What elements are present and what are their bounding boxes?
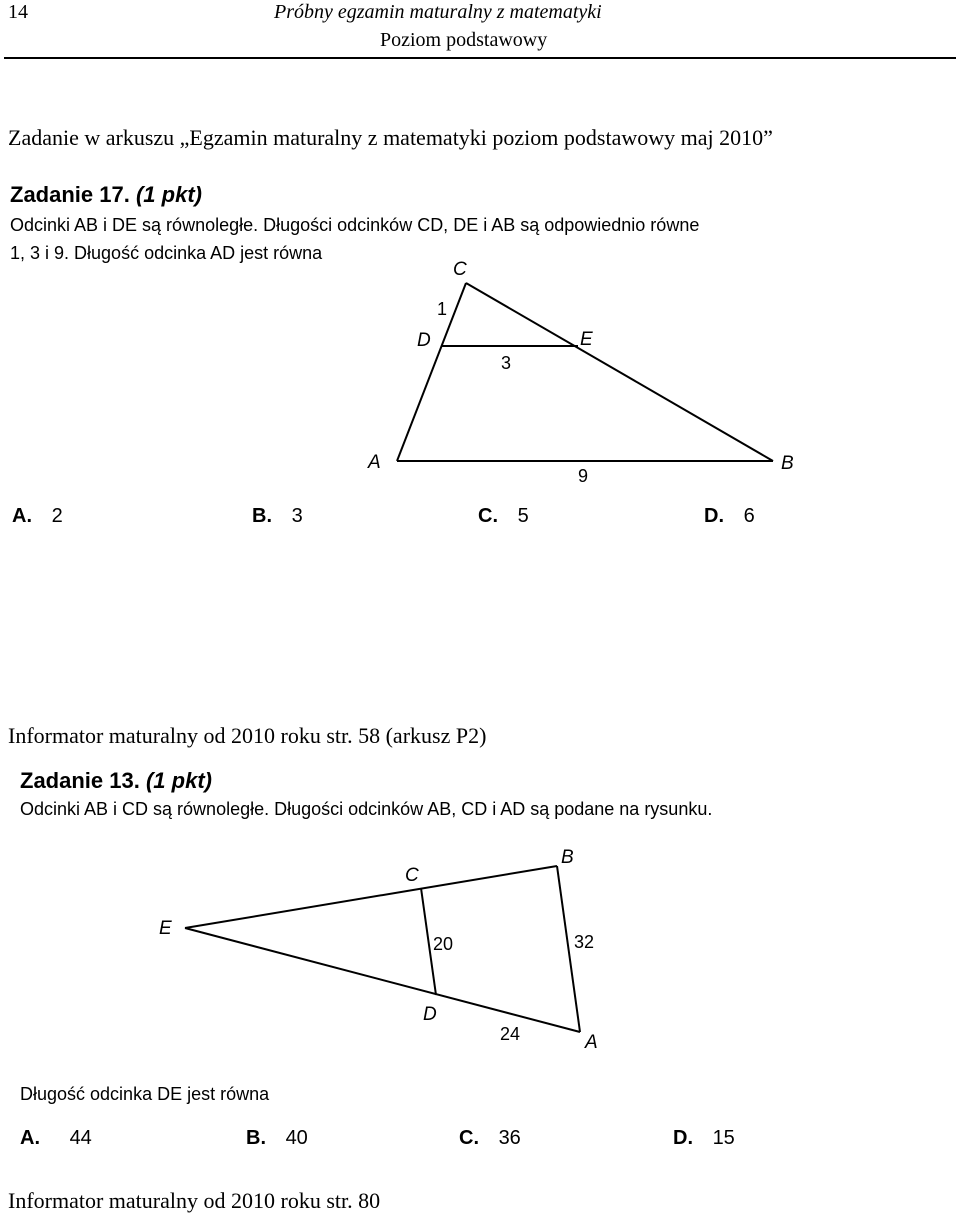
task13-question: Długość odcinka DE jest równa [20, 1084, 270, 1104]
answer-value: 15 [712, 1127, 735, 1149]
vertex-label-B: B [781, 453, 794, 474]
source-note-2: Informator maturalny od 2010 roku str. 80 [8, 1188, 381, 1213]
vertex-label-D: D [417, 330, 431, 351]
segment-EB [185, 866, 557, 928]
segment-EA [185, 928, 580, 1032]
answer-value: 36 [498, 1127, 521, 1149]
answer-letter: D. [704, 505, 724, 527]
answer-letter: B. [246, 1127, 266, 1149]
answer-value: 3 [291, 505, 303, 527]
vertex-label-A: A [368, 452, 381, 473]
task13-answer-b [246, 1127, 308, 1150]
length-label-AB: 9 [578, 466, 589, 486]
vertex-label-B: B [561, 847, 574, 868]
task17-points: (1 pkt) [135, 182, 202, 207]
answer-letter: D. [673, 1127, 693, 1149]
task13-text: Odcinki AB i CD są równoległe. Długości odcinków AB, CD i AD są podane na rysunku. [20, 799, 713, 819]
page-title: Próbny egzamin maturalny z matematyki [274, 1, 602, 23]
vertex-label-E: E [159, 918, 172, 939]
length-label-CD: 1 [437, 299, 448, 319]
task13-answer-a [20, 1127, 92, 1150]
intro-line: Zadanie w arkuszu „Egzamin maturalny z matematyki poziom podstawowy maj 2010” [8, 125, 773, 150]
page-subtitle: Poziom podstawowy [380, 29, 548, 51]
length-label-AB: 32 [574, 932, 595, 952]
answer-value: 6 [743, 505, 755, 527]
task13-answer-c [459, 1127, 521, 1150]
task13-number: Zadanie 13. [20, 768, 140, 793]
answer-letter: A. [20, 1127, 40, 1149]
length-label-AD: 24 [500, 1024, 521, 1044]
task17-text-line1: Odcinki AB i DE są równoległe. Długości odcinków CD, DE i AB są odpowiednio równe [10, 215, 700, 235]
answer-value: 2 [51, 505, 63, 527]
answer-letter: A. [12, 505, 32, 527]
length-label-CD: 20 [433, 934, 454, 954]
answer-letter: C. [459, 1127, 479, 1149]
length-label-DE: 3 [501, 353, 512, 373]
answer-value: 5 [517, 505, 529, 527]
vertex-label-D: D [423, 1004, 437, 1025]
page-number: 14 [8, 1, 28, 23]
vertex-label-A: A [585, 1032, 598, 1053]
vertex-label-E: E [580, 329, 593, 350]
answer-value: 44 [69, 1127, 92, 1149]
source-note-1: Informator maturalny od 2010 roku str. 58 (arkusz P2) [8, 723, 487, 748]
task13-answer-d [673, 1127, 735, 1150]
task17-number: Zadanie 17. [10, 182, 130, 207]
vertex-label-C: C [405, 865, 419, 886]
answer-letter: C. [478, 505, 498, 527]
task13-points: (1 pkt) [145, 768, 212, 793]
answer-value: 40 [285, 1127, 308, 1149]
task17-text-line2: 1, 3 i 9. Długość odcinka AD jest równa [10, 243, 323, 263]
answer-letter: B. [252, 505, 272, 527]
vertex-label-C: C [453, 259, 467, 280]
